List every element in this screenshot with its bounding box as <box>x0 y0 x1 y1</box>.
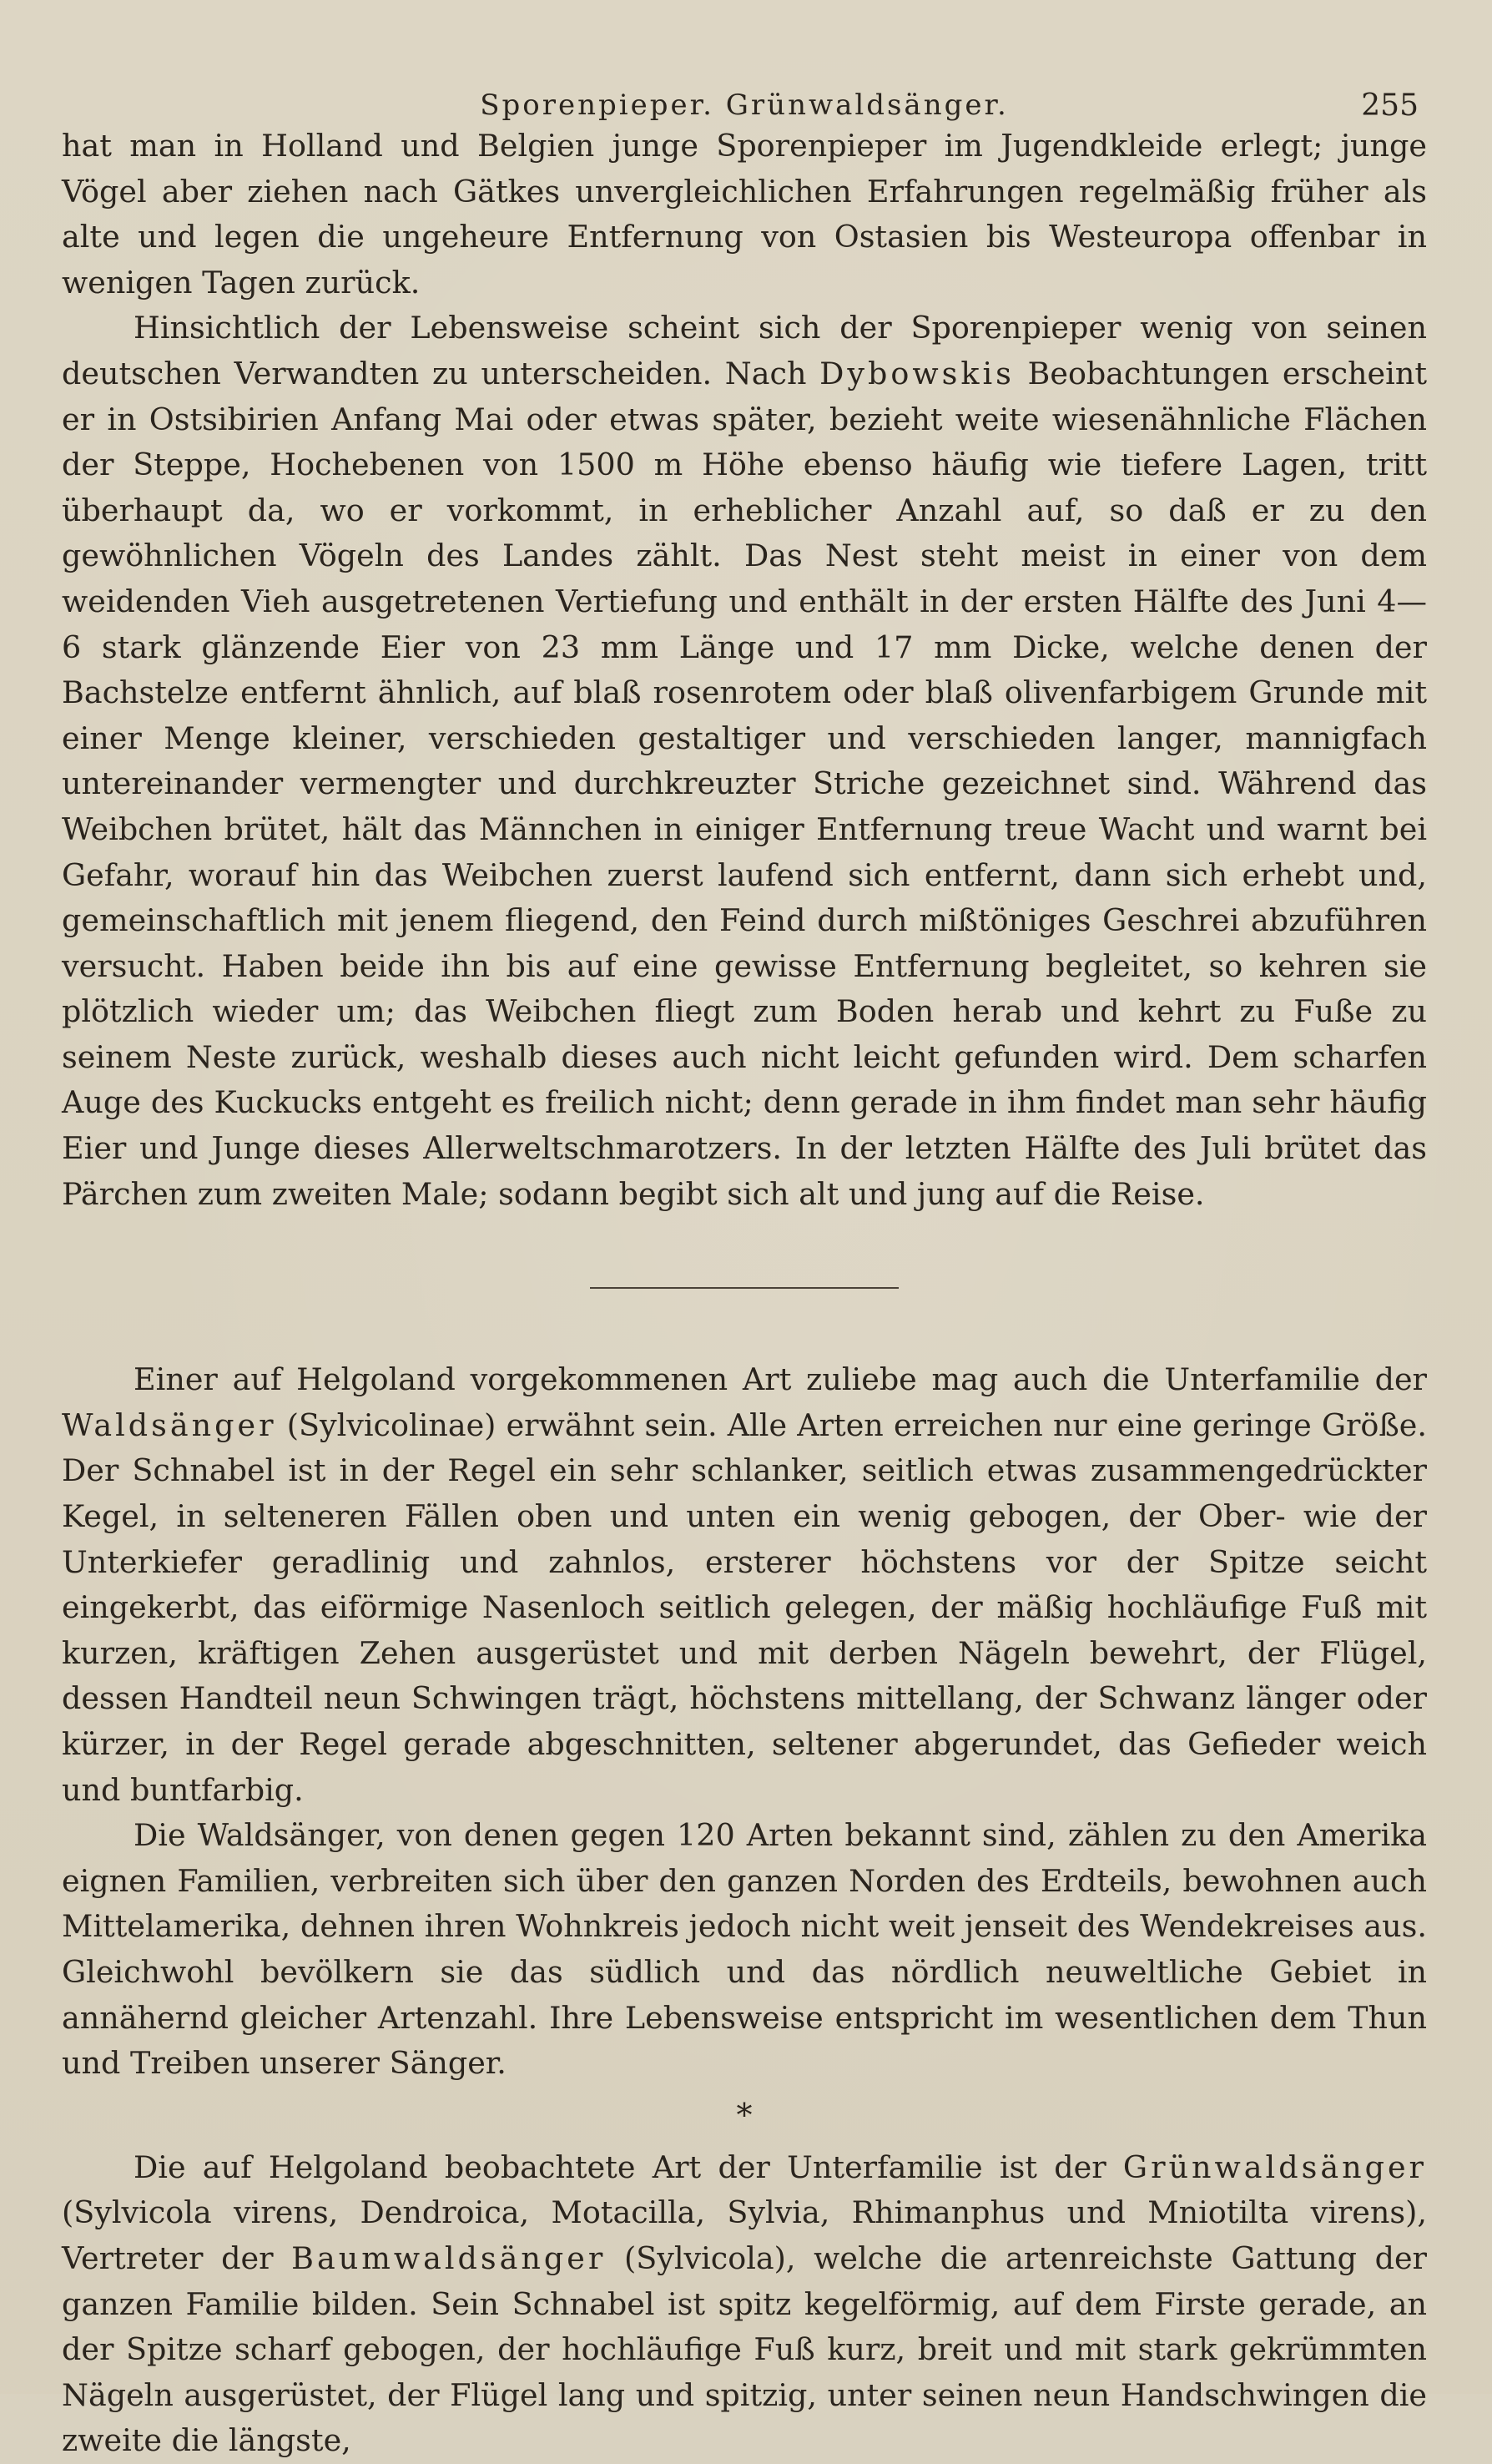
paragraph-lebensweise <box>62 305 1427 1217</box>
text-run: (Sylvicolinae) erwähnt sein. Alle Arten erreichen nur eine geringe Größe. Der Schnabel ist in der Regel ein sehr schlanker, seitlich etwas zusammengedrückter Kegel, in selteneren Fällen oben und unten ein wenig gebogen, der Ober- wie der Unterkiefer geradlinig und zahnlos, ersterer höchstens vor der Spitze seicht eingekerbt, das eiförmige Nasenloch seitlich gelegen, der mäßig hochläufige Fuß mit kurzen, kräftigen Zehen ausgerüstet und mit derben Nägeln bewehrt, der Flügel, dessen Handteil neun Schwingen trägt, höchstens mittellang, der Schwanz länger oder kürzer, in der Regel gerade abgeschnitten, seltener abgerundet, das Gefieder weich und buntfarbig. <box>62 1406 1427 1808</box>
page-number: 255 <box>1361 88 1419 123</box>
term-waldsaenger: Waldsänger <box>62 1406 277 1443</box>
running-title: Sporenpieper. Grünwaldsänger. <box>480 88 1009 122</box>
text-run: (Sylvicola), welche die artenreichste Gattung der ganzen Familie bilden. Sein Schnabel ist spitz kegelförmig, auf dem Firste gerade, an der Spitze scharf gebogen, der hochläufige Fuß kurz, breit und mit stark gekrümmten Nägeln ausgerüstet, der Flügel lang und spitzig, unter seinen neun Handschwingen die zweite die längste, <box>62 2239 1427 2459</box>
body-text <box>62 124 1427 2464</box>
paragraph-continuation: hat man in Holland und Belgien junge Sporenpieper im Jugendkleide erlegt; junge Vögel aber ziehen nach Gätkes unvergleichlichen Erfahrungen regelmäßig früher als alte und legen die ungeheure Entfernung von Ostasien bis Westeuropa offenbar in wenigen Tagen zurück. <box>62 128 1427 300</box>
asterisk-separator: * <box>736 2096 753 2133</box>
text-run: (Sylvicola virens, Dendroica, Motacilla, Sylvia, Rhimanphus und Mniotilta virens), Vertreter der <box>62 2194 1427 2276</box>
term-baumwaldsaenger: Baumwaldsänger <box>291 2239 607 2276</box>
page-header <box>62 77 1427 124</box>
section-divider <box>590 1287 899 1289</box>
author-name: Dybowskis <box>819 355 1015 391</box>
paragraph-gruenwaldsaenger <box>62 2145 1427 2464</box>
text-run: Beobachtungen erscheint er in Ostsibirien Anfang Mai oder etwas später, bezieht weite wiesenähnliche Flächen der Steppe, Hochebenen von 1500 m Höhe ebenso häufig wie tiefere Lagen, tritt überhaupt da, wo er vorkommt, in erheblicher Anzahl auf, so daß er zu den gewöhnlichen Vögeln des Landes zählt. Das Nest steht meist in einer von dem weidenden Vieh ausgetretenen Vertiefung und enthält in der ersten Hälfte des Juni 4—6 stark glänzende Eier von 23 mm Länge und 17 mm Dicke, welche denen der Bachstelze entfernt ähnlich, auf blaß rosenrotem oder blaß olivenfarbigem Grunde mit einer Menge kleiner, verschieden gestaltiger und verschieden langer, mannigfach untereinander vermengter und durchkreuzter Striche gezeichnet sind. Während das Weibchen brütet, hält das Männchen in einiger Entfernung treue Wacht und warnt bei Gefahr, worauf hin das Weibchen zuerst laufend sich entfernt, dann sich erhebt und, gemeinschaftlich mit jenem fliegend, den Feind durch mißtöniges Geschrei abzuführen versucht. Haben beide ihn bis auf eine gewisse Entfernung begleitet, so kehren sie plötzlich wieder um; das Weibchen fliegt zum Boden herab und kehrt zu Fuße zu seinem Neste zurück, weshalb dieses auch nicht leicht gefunden wird. Dem scharfen Auge des Kuckucks entgeht es freilich nicht; denn gerade in ihm findet man sehr häufig Eier und Junge dieses Allerweltschmarotzers. In der letzten Hälfte des Juli brütet das Pärchen zum zweiten Male; sodann begibt sich alt und jung auf die Reise. <box>62 355 1427 1212</box>
text-run: Die auf Helgoland beobachtete Art der Unterfamilie ist der <box>134 2148 1123 2185</box>
text-run: Einer auf Helgoland vorgekommenen Art zuliebe mag auch die Unterfamilie der <box>134 1361 1427 1398</box>
text-run: Hinsichtlich der Lebensweise scheint sich der Sporenpieper wenig von seinen deutschen Verwandten zu unterscheiden. Nach <box>62 310 1427 391</box>
paragraph-waldsaenger-verbreitung: Die Waldsänger, von denen gegen 120 Arten bekannt sind, zählen zu den Amerika eignen Familien, verbreiten sich über den ganzen Norden des Erdteils, bewohnen auch Mittelamerika, dehnen ihren Wohnkreis jedoch nicht weit jenseit des Wendekreises aus. Gleichwohl bevölkern sie das südlich und das nördlich neuweltliche Gebiet in annähernd gleicher Artenzahl. Ihre Lebensweise entspricht im wesentlichen dem Thun und Treiben unserer Sänger. <box>62 1817 1427 2082</box>
paragraph-waldsaenger-intro <box>62 1357 1427 1813</box>
term-gruenwaldsaenger: Grünwaldsänger <box>1122 2148 1427 2185</box>
